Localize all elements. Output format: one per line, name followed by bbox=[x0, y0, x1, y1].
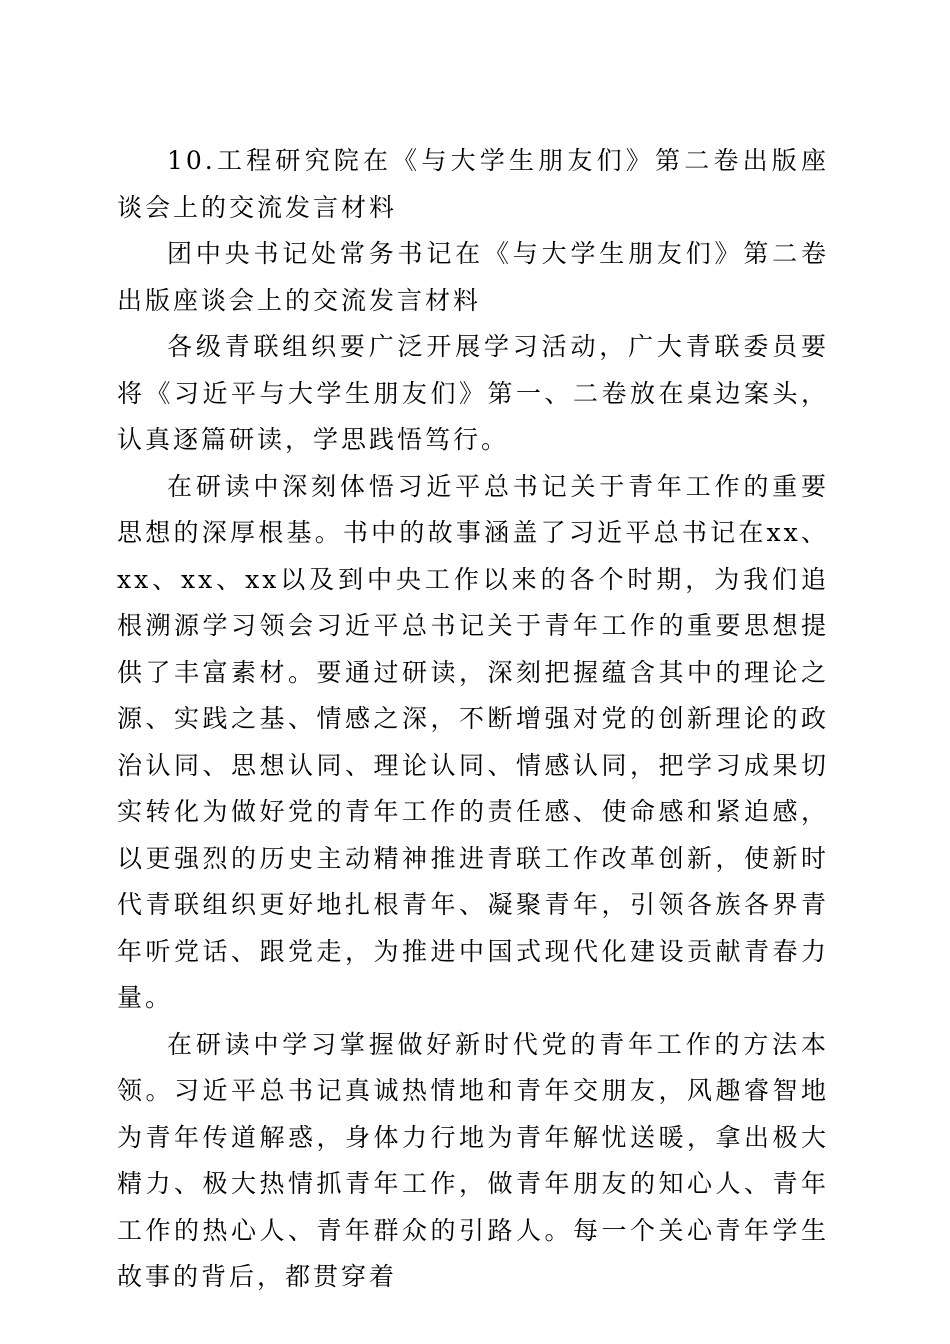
paragraph-subtitle: 团中央书记处常务书记在《与大学生朋友们》第二卷出版座谈会上的交流发言材料 bbox=[117, 239, 829, 315]
paragraph-title: 10.工程研究院在《与大学生朋友们》第二卷出版座谈会上的交流发言材料 bbox=[117, 146, 829, 222]
paragraph-body-1: 在研读中深刻体悟习近平总书记关于青年工作的重要思想的深厚根基。书中的故事涵盖了习近平总书记在xx、xx、xx、xx以及到中央工作以来的各个时期，为我们追根溯源学习领会习近平总书记关于青年工作的重要思想提供了丰富素材。要通过研读，深刻把握蕴含其中的理论之源、实践之基、情感之深，不断增强对党的创新理论的政治认同、思想认同、理论认同、情感认同，把学习成果切实转化为做好党的青年工作的责任感、使命感和紧迫感，以更强烈的历史主动精神推进青联工作改革创新，使新时代青联组织更好地扎根青年、凝聚青年，引领各族各界青年听党话、跟党走，为推进中国式现代化建设贡献青春力量。 bbox=[117, 471, 829, 1012]
paragraph-body-2: 在研读中学习掌握做好新时代党的青年工作的方法本领。习近平总书记真诚热情地和青年交朋友，风趣睿智地为青年传道解惑，身体力行地为青年解忧送暖，拿出极大精力、极大热情抓青年工作，做青年朋友的知心人、青年工作的热心人、青年群众的引路人。每一个关心青年学生故事的背后，都贯穿着 bbox=[117, 1029, 829, 1291]
paragraph-intro: 各级青联组织要广泛开展学习活动，广大青联委员要将《习近平与大学生朋友们》第一、二卷放在桌边案头，认真逐篇研读，学思践悟笃行。 bbox=[117, 332, 829, 454]
document-body bbox=[117, 138, 829, 1301]
